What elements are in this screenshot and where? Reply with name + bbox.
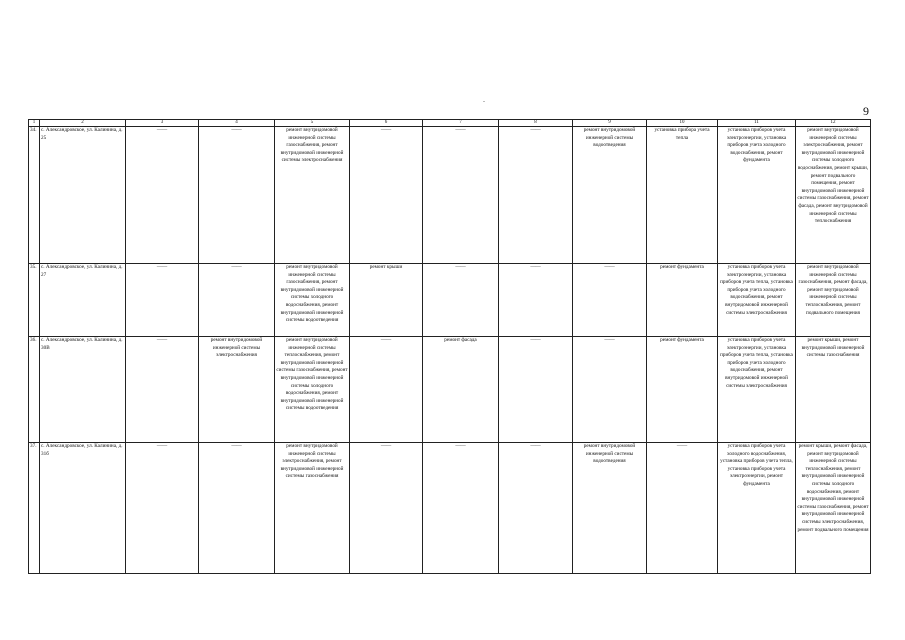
column-number: 8 — [499, 120, 573, 127]
table-cell: ремонт фундамента — [647, 264, 718, 337]
table-cell: ремонт крыши — [350, 264, 423, 337]
column-number-row — [29, 120, 871, 127]
table-cell: ремонт фасада — [423, 337, 499, 443]
column-number: 1 — [29, 120, 40, 127]
table-cell: установка прибора учета тепла — [647, 127, 718, 264]
table-cell: ремонт внутридомовой инженерной системы электроснабжения, ремонт внутридомовой инженерной системы газоснабжения — [275, 443, 350, 574]
table-cell: ремонт фундамента — [647, 337, 718, 443]
table-cell: —— — [647, 443, 718, 574]
column-number: 12 — [796, 120, 871, 127]
table-cell: —— — [499, 443, 573, 574]
table-cell: —— — [499, 264, 573, 337]
table-cell: —— — [126, 264, 199, 337]
page-number: 9 — [863, 104, 869, 118]
address-cell: с. Александровское, ул. Калинина, д. 27 — [40, 264, 126, 337]
column-number: 11 — [718, 120, 796, 127]
row-number: 34. — [29, 127, 40, 264]
table-cell: —— — [499, 337, 573, 443]
address-cell: с. Александровское, ул. Калинина, д. 25 — [40, 127, 126, 264]
table-cell: ремонт внутридомовой инженерной системы водоотведения — [573, 443, 647, 574]
table-cell: ремонт внутридомовой инженерной системы электроснабжения, ремонт внутридомовой инженерной системы холодного водоснабжения, ремонт крыши, ремонт подвального помещения, ремонт внутридомовой инженерной системы газоснабжения, ремонт фасада, ремонт внутридомовой инженерной системы теплоснабжения — [796, 127, 871, 264]
table-cell: —— — [126, 443, 199, 574]
table-cell: ремонт крыши, ремонт фасада, ремонт внутридомовой инженерной системы теплоснабжения, ремонт внутридомовой инженерной системы холодного водоснабжения, ремонт внутридомовой инженерной системы газоснабжения, ремонт внутридомовой инженерной системы электроснабжения, ремонт подвального помещения — [796, 443, 871, 574]
table-cell: —— — [199, 127, 275, 264]
table-cell: установка приборов учета электроэнергии, установка приборов учета тепла, установка приборов учета холодного водоснабжения, ремонт внутридомовой инженерной системы электроснабжения — [718, 264, 796, 337]
table-cell: ремонт внутридомовой инженерной системы водоотведения — [573, 127, 647, 264]
column-number: 3 — [126, 120, 199, 127]
table-cell: —— — [423, 443, 499, 574]
table-cell: —— — [573, 337, 647, 443]
table-cell: —— — [350, 337, 423, 443]
table-cell: —— — [126, 337, 199, 443]
table-cell: —— — [423, 127, 499, 264]
column-number: 5 — [275, 120, 350, 127]
column-number: 7 — [423, 120, 499, 127]
address-cell: с. Александровское, ул. Калинина, д. 30В — [40, 337, 126, 443]
table-row — [29, 264, 871, 337]
row-number: 35. — [29, 264, 40, 337]
table-cell: ремонт внутридомовой инженерной системы теплоснабжения, ремонт внутридомовой инженерной системы газоснабжения, ремонт внутридомовой инженерной системы холодного водоснабжения, ремонт внутридомовой инженерной системы водоотведения — [275, 337, 350, 443]
column-number: 10 — [647, 120, 718, 127]
table-cell: —— — [199, 443, 275, 574]
table-cell: —— — [126, 127, 199, 264]
table-row — [29, 127, 871, 264]
column-number: 2 — [40, 120, 126, 127]
scan-artifact — [483, 101, 485, 102]
column-number: 6 — [350, 120, 423, 127]
table-cell: —— — [499, 127, 573, 264]
table-cell: —— — [350, 127, 423, 264]
table-cell: —— — [423, 264, 499, 337]
table-cell: ремонт внутридомовой инженерной системы электроснабжения — [199, 337, 275, 443]
table-cell: ремонт внутридомовой инженерной системы газоснабжения, ремонт фасада, ремонт внутридомовой инженерной системы теплоснабжения, ремонт подвального помещения — [796, 264, 871, 337]
table-cell: установка приборов учета холодного водоснабжения, установка приборов учета тепла, установка приборов учета электроэнергии, ремонт фундамента — [718, 443, 796, 574]
table-row — [29, 443, 871, 574]
table-cell: установка приборов учета электроэнергии, установка приборов учета холодного водоснабжения, ремонт фундамента — [718, 127, 796, 264]
address-cell: с. Александровское, ул. Калинина, д. 31б — [40, 443, 126, 574]
table-cell: ремонт крыши, ремонт внутридомовой инженерной системы газоснабжения — [796, 337, 871, 443]
repair-plan-table — [28, 119, 871, 574]
column-number: 4 — [199, 120, 275, 127]
table-cell: ремонт внутридомовой инженерной системы газоснабжения, ремонт внутридомовой инженерной системы холодного водоснабжения, ремонт внутридомовой инженерной системы водоотведения — [275, 264, 350, 337]
table-cell: —— — [573, 264, 647, 337]
table-cell: —— — [199, 264, 275, 337]
column-number: 9 — [573, 120, 647, 127]
table-row — [29, 337, 871, 443]
row-number: 36. — [29, 337, 40, 443]
table-cell: —— — [350, 443, 423, 574]
table-cell: установка приборов учета электроэнергии, установка приборов учета тепла, установка приборов учета холодного водоснабжения, ремонт внутридомовой инженерной системы электроснабжения — [718, 337, 796, 443]
row-number: 37. — [29, 443, 40, 574]
table-cell: ремонт внутридомовой инженерной системы газоснабжения, ремонт внутридомовой инженерной системы электроснабжения — [275, 127, 350, 264]
